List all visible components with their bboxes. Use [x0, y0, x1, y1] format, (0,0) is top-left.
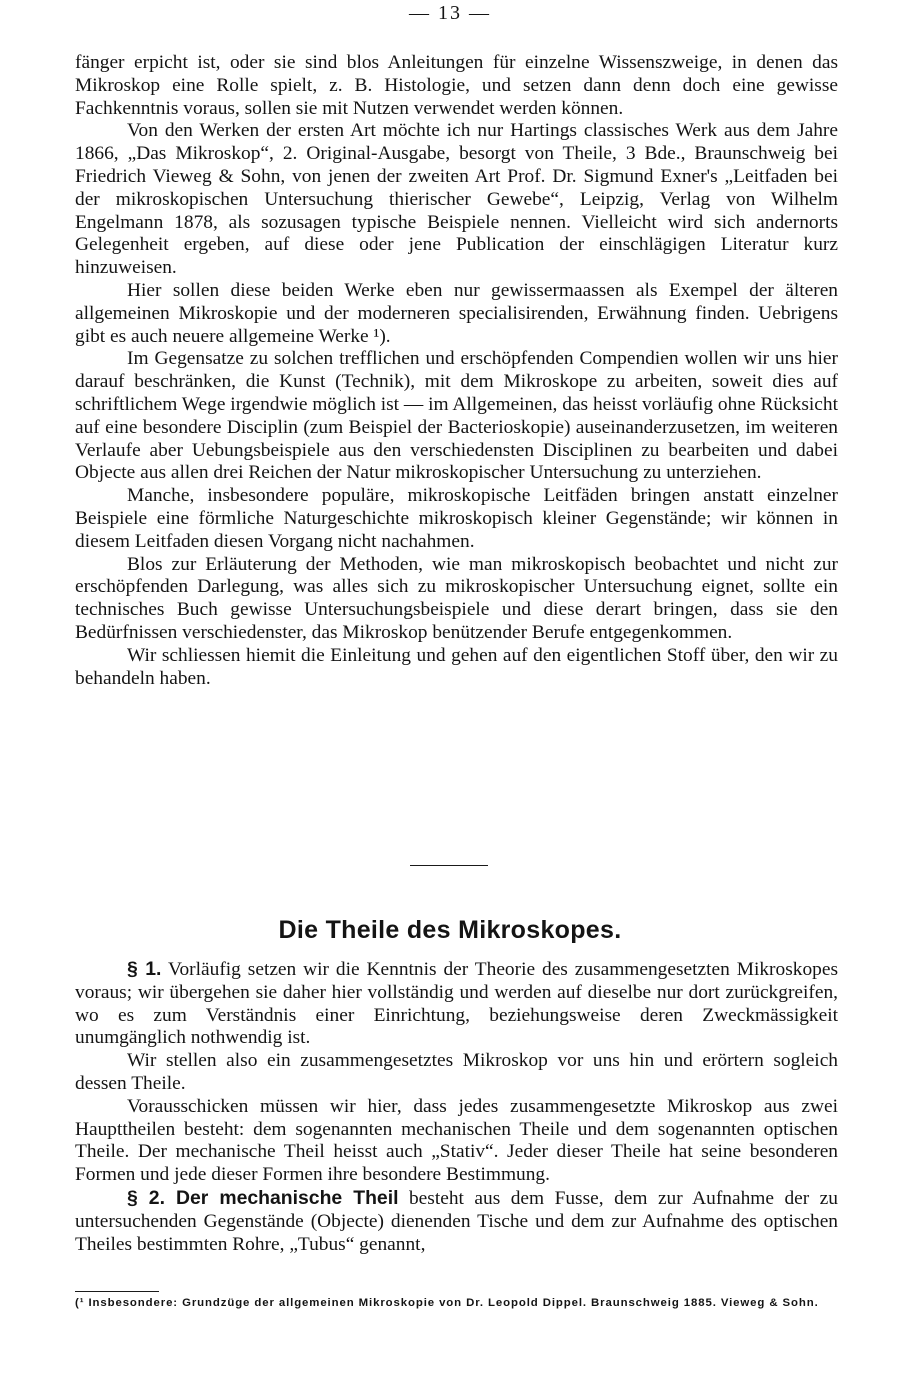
- paragraph: fänger erpicht ist, oder sie sind blos Anleitungen für einzelne Wissenszweige, in denen das Mikroskop eine Rolle spielt, z. B. Histologie, und setzen dann denn doch eine gewisse Fachkenntnis voraus, sollen sie mit Nutzen verwendet werden können.: [75, 52, 838, 119]
- page-number: — 13 —: [409, 2, 491, 24]
- paragraph: [75, 1187, 838, 1256]
- body-text: [75, 52, 838, 690]
- paragraph: Wir schliessen hiemit die Einleitung und gehen auf den eigentlichen Stoff über, den wir zu behandeln haben.: [75, 644, 838, 689]
- paragraph: Im Gegensatze zu solchen trefflichen und erschöpfenden Compendien wollen wir uns hier darauf beschränken, die Kunst (Technik), mit dem Mikroskope zu arbeiten, soweit dies auf schriftlichem Wege irgendwie möglich ist — im Allgemeinen, das heisst vorläufig ohne Rücksicht auf eine besondere Disciplin (zum Beispiel der Bacterioskopie) auseinanderzusetzen, im weiteren Verlaufe aber Uebungsbeispiele aus den verschiedensten Disciplinen zu bearbeiten und dabei Objecte aus allen drei Reichen der Natur mikroskopischer Untersuchung zu unterziehen.: [75, 348, 838, 484]
- paragraph: Manche, insbesondere populäre, mikroskopische Leitfäden bringen anstatt einzelner Beispiele eine förmliche Naturgeschichte mikroskopisch kleiner Gegenstände; wir können in diesem Leitfaden diesen Vorgang nicht nachahmen.: [75, 485, 838, 552]
- paragraph: Hier sollen diese beiden Werke eben nur gewissermaassen als Exempel der älteren allgemeinen Mikroskopie und der moderneren specialisirenden, Erwähnung finden. Uebrigens gibt es auch neuere allgemeine Werke ¹).: [75, 279, 838, 347]
- footnote: (¹ Insbesondere: Grundzüge der allgemeinen Mikroskopie von Dr. Leopold Dippel. Braunschweig 1885. Vieweg & Sohn.: [75, 1297, 819, 1309]
- paragraph-text: besteht aus dem Fusse, dem zur Aufnahme der zu untersuchenden Gegenstände (Objecte) dienenden Tische und dem zur Aufnahme des optischen Theiles bestimmten Rohre, „Tubus“ genannt,: [75, 1187, 838, 1255]
- paragraph-number: § 1.: [127, 958, 162, 980]
- section-heading: Die Theile des Mikroskopes.: [278, 916, 622, 944]
- section-divider: [410, 865, 488, 866]
- paragraph-number: § 2. Der mechanische Theil: [127, 1186, 399, 1209]
- paragraph-text: Vorläufig setzen wir die Kenntnis der Theorie des zusammengesetzten Mikroskopes voraus; wir übergehen sie daher hier vollständig und werden auf dieselbe nur dort zurückgreifen, wo es zum Verständnis einer Einrichtung, beziehungsweise deren Zweckmässigkeit unumgänglich nothwendig ist.: [75, 959, 838, 1049]
- footnote-divider: [75, 1291, 159, 1292]
- paragraph: [75, 958, 838, 1050]
- paragraph: Vorausschicken müssen wir hier, dass jedes zusammengesetzte Mikroskop aus zwei Haupttheilen besteht: dem sogenannten mechanischen Theile und dem sogenannten optischen Theile. Der mechanische Theil heisst auch „Stativ“. Jeder dieser Theile hat seine besonderen Formen und jede dieser Formen ihre besondere Bestimmung.: [75, 1095, 838, 1186]
- section-text: [75, 958, 838, 1256]
- paragraph: Von den Werken der ersten Art möchte ich nur Hartings classisches Werk aus dem Jahre 1866, „Das Mikroskop“, 2. Original-Ausgabe, besorgt von Theile, 3 Bde., Braunschweig bei Friedrich Vieweg & Sohn, von jenen der zweiten Art Prof. Dr. Sigmund Exner's „Leitfaden bei der mikroskopischen Untersuchung thierischer Gewebe“, Leipzig, Verlag von Wilhelm Engelmann 1878, als sozusagen typische Beispiele nennen. Vielleicht wird sich andernorts Gelegenheit ergeben, auf diese oder jene Publication der einschlägigen Literatur kurz hinzuweisen.: [75, 120, 838, 279]
- paragraph: Wir stellen also ein zusammengesetztes Mikroskop vor uns hin und erörtern sogleich dessen Theile.: [75, 1050, 838, 1094]
- paragraph: Blos zur Erläuterung der Methoden, wie man mikroskopisch beobachtet und nicht zur erschöpfenden Darlegung, was alles sich zu mikroskopischer Untersuchung eignet, sollte ein technisches Buch gewisse Untersuchungsbeispiele und diese derart bringen, dass sie den Bedürfnissen verschiedenster, das Mikroskop benützender Berufe entgegenkommen.: [75, 553, 838, 643]
